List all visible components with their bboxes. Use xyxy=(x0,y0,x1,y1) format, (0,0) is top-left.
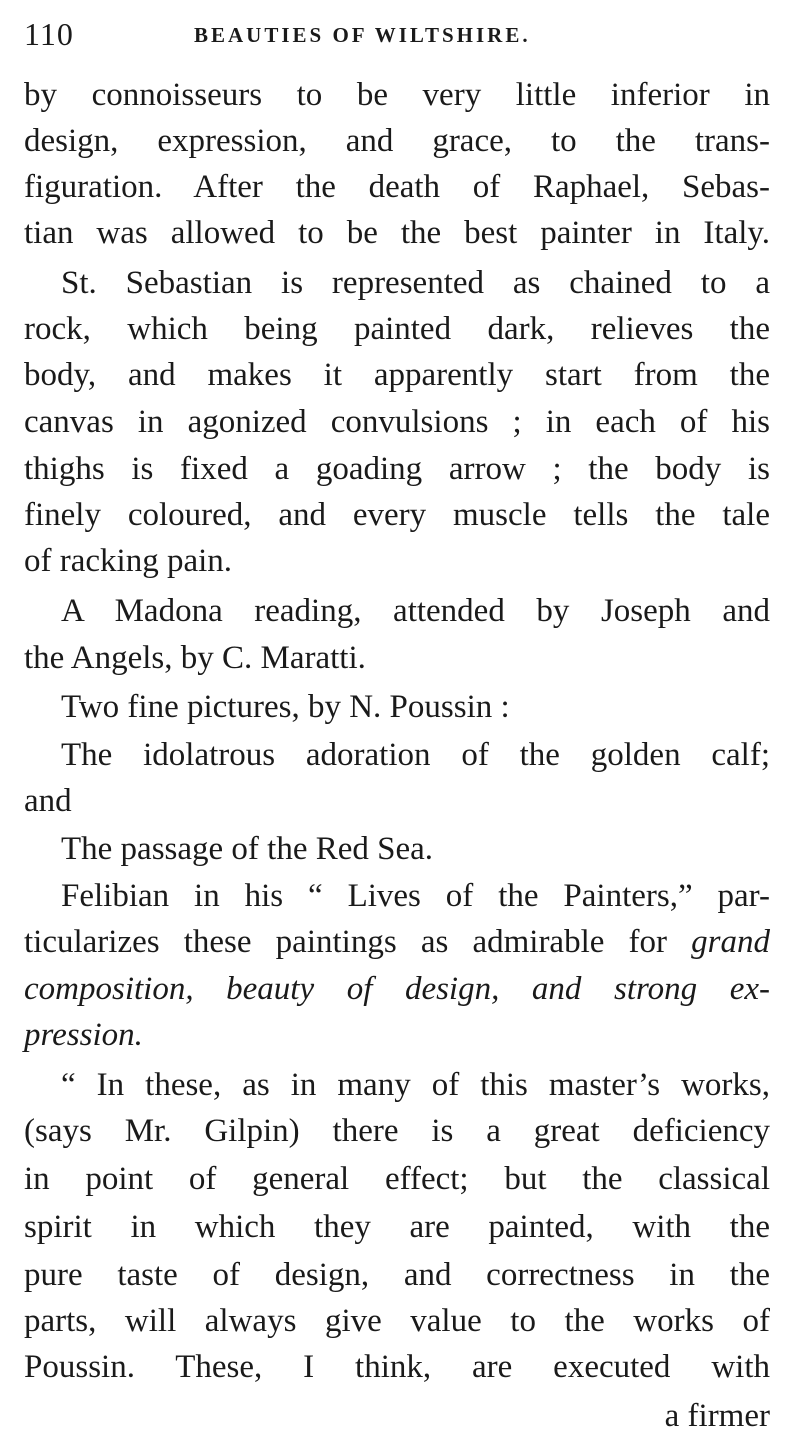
text-line: Poussin. These, I think, are executed with xyxy=(24,1349,770,1385)
text-line xyxy=(24,1012,770,1058)
italic-text: grand xyxy=(691,924,771,960)
text-line: “ In these, as in many of this master’s works, xyxy=(61,1067,770,1103)
text-span: ticularizes these paintings as admirable for xyxy=(24,924,668,960)
text-line: rock, which being painted dark, relieves the xyxy=(24,311,770,347)
italic-text: pression. xyxy=(24,1017,143,1053)
text-line: St. Sebastian is represented as chained to a xyxy=(61,265,770,301)
text-line: The passage of the Red Sea. xyxy=(61,831,434,867)
italic-text: composition, beauty of design, and strong ex- xyxy=(24,971,770,1007)
text-line: tian was allowed to be the best painter in Italy. xyxy=(24,215,770,251)
text-line: and xyxy=(24,783,72,819)
text-line xyxy=(24,919,770,965)
text-line: canvas in agonized convulsions ; in each of his xyxy=(24,404,770,440)
text-line: thighs is fixed a goading arrow ; the body is xyxy=(24,451,770,487)
text-line xyxy=(24,966,770,1012)
page-number: 110 xyxy=(24,16,74,52)
text-line: A Madona reading, attended by Joseph and xyxy=(61,593,770,629)
text-line: Two fine pictures, by N. Poussin : xyxy=(61,689,510,725)
text-line: finely coloured, and every muscle tells the tale xyxy=(24,497,770,533)
text-line: The idolatrous adoration of the golden calf; xyxy=(61,737,770,773)
text-line: (says Mr. Gilpin) there is a great deficiency xyxy=(24,1113,770,1149)
catchword: a firmer xyxy=(664,1398,770,1434)
text-line: by connoisseurs to be very little inferior in xyxy=(24,77,770,113)
text-line: parts, will always give value to the works of xyxy=(24,1303,770,1339)
text-line: of racking pain. xyxy=(24,543,233,579)
page-header xyxy=(24,14,776,54)
text-line: spirit in which they are painted, with the xyxy=(24,1209,770,1245)
text-line: body, and makes it apparently start from the xyxy=(24,357,770,393)
text-line: figuration. After the death of Raphael, Sebas- xyxy=(24,169,770,205)
text-line: the Angels, by C. Maratti. xyxy=(24,640,366,676)
text-line: pure taste of design, and correctness in the xyxy=(24,1257,770,1293)
text-line: design, expression, and grace, to the trans- xyxy=(24,123,770,159)
text-line: Felibian in his “ Lives of the Painters,” par- xyxy=(61,878,770,914)
text-line: in point of general effect; but the classical xyxy=(24,1161,770,1197)
running-head: BEAUTIES OF WILTSHIRE. xyxy=(194,23,531,47)
